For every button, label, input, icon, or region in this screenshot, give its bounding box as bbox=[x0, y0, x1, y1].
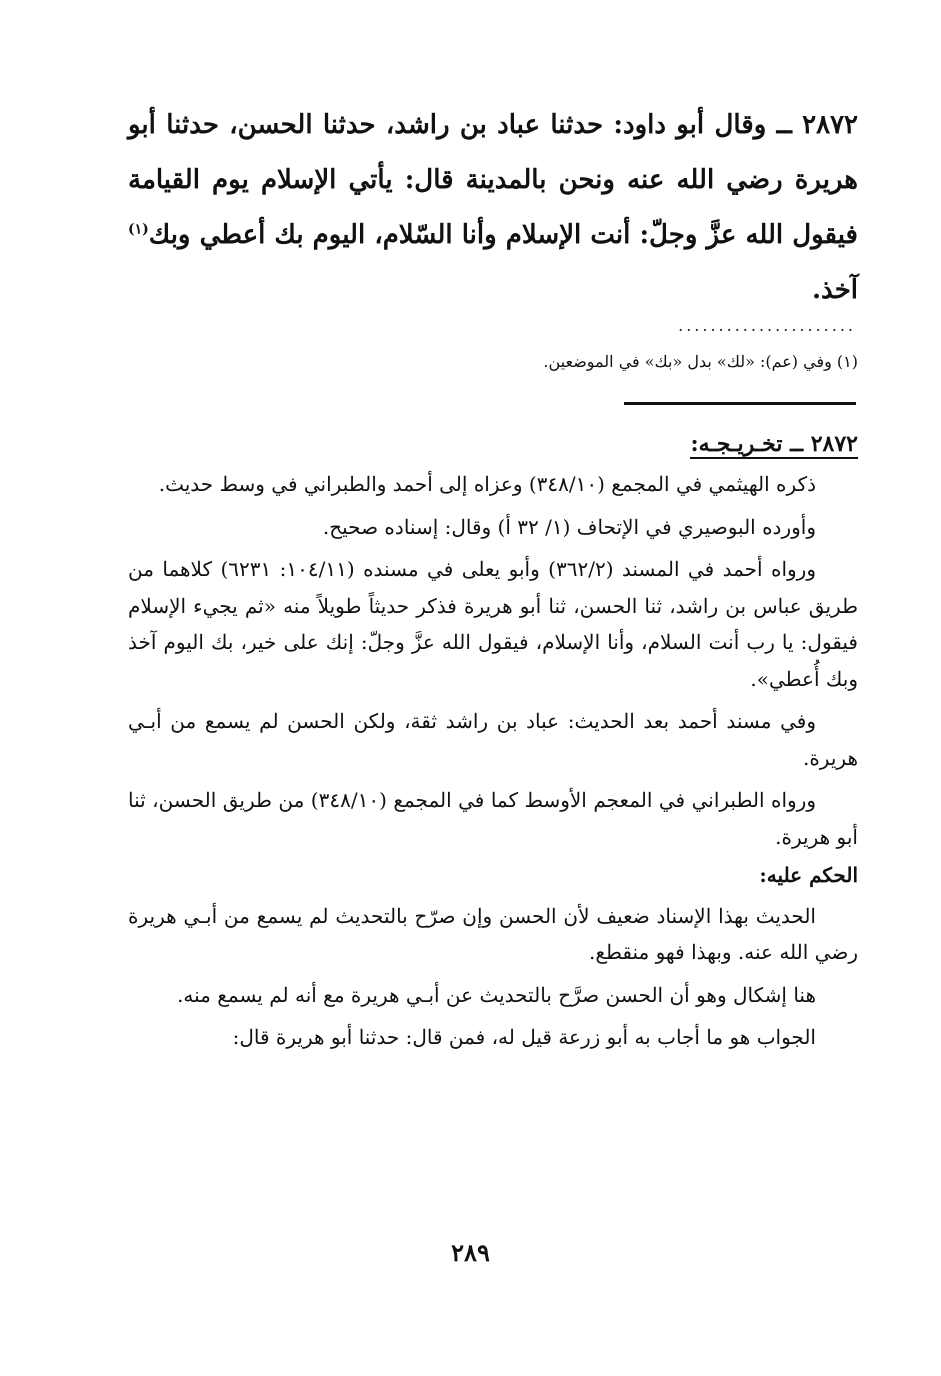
hadith-number: ٢٨٧٢ bbox=[802, 110, 858, 140]
ruling-heading: الحكم عليه: bbox=[759, 863, 858, 887]
hadith-text bbox=[128, 98, 858, 318]
takhrij-heading-label: تخـريـجـه: bbox=[690, 431, 783, 457]
hadith-ending: آخذ. bbox=[812, 275, 858, 305]
paragraph-2: وأورده البوصيري في الإتحاف (١/ ٣٢ أ) وقال: إسناده صحيح. bbox=[322, 514, 816, 539]
paragraph-5: ورواه الطبراني في المعجم الأوسط كما في المجمع (٣٤٨/١٠) من طريق الحسن، ثنا أبو هريرة. bbox=[128, 788, 858, 849]
paragraph-1: ذكره الهيثمي في المجمع (٣٤٨/١٠) وعزاه إلى أحمد والطبراني في وسط حديث. bbox=[158, 472, 816, 496]
takhrij-heading-number: ٢٨٧٢ ــ bbox=[790, 431, 858, 457]
footnote-marker[interactable]: (١) bbox=[128, 221, 149, 238]
hadith-body: ــ وقال أبو داود: حدثنا عباد بن راشد، حدثنا الحسن، حدثنا أبو هريرة رضي الله عنه ونحن بالمدينة قال: يأتي الإسلام يوم القيامة فيقول الله عزَّ وجلّ: أنت الإسلام وأنا السّلام، اليوم بك أعطي وبك bbox=[128, 110, 858, 250]
page-number: ٢٨٩ bbox=[451, 1238, 490, 1267]
footnote-text: (١) وفي (عم): «لك» بدل «بك» في الموضعين. bbox=[543, 352, 858, 371]
footnote bbox=[128, 348, 858, 376]
footnote-separator: ...................... bbox=[678, 316, 856, 335]
paragraph-4: وفي مسند أحمد بعد الحديث: عباد بن راشد ثقة، ولكن الحسن لم يسمع من أبـي هريرة. bbox=[128, 709, 858, 770]
takhrij-body bbox=[128, 466, 858, 1056]
paragraph-8: الجواب هو ما أجاب به أبو زرعة قيل له، فمن قال: حدثنا أبو هريرة قال: bbox=[232, 1025, 816, 1049]
section-divider bbox=[624, 402, 856, 405]
paragraph-7: هنا إشكال وهو أن الحسن صرَّح بالتحديث عن أبـي هريرة مع أنه لم يسمع منه. bbox=[177, 982, 816, 1007]
paragraph-3: ورواه أحمد في المسند (٣٦٢/٢) وأبو يعلى في مسنده (١٠٤/١١: ٦٢٣١) كلاهما من طريق عباس بن راشد، ثنا الحسن، ثنا أبو هريرة فذكر حديثاً طويلاً منه «ثم يجيء الإسلام فيقول: يا رب أنت السلام، وأنا الإسلام، فيقول الله عزَّ وجلّ: إنك على خير، بك اليوم آخذ وبك أُعطي». bbox=[128, 557, 858, 691]
takhrij-heading-underlined bbox=[690, 431, 858, 459]
paragraph-6: الحديث بهذا الإسناد ضعيف لأن الحسن وإن صرّح بالتحديث لم يسمع من أبـي هريرة رضي الله عنه. وبهذا فهو منقطع. bbox=[128, 903, 858, 964]
takhrij-heading bbox=[128, 424, 858, 464]
